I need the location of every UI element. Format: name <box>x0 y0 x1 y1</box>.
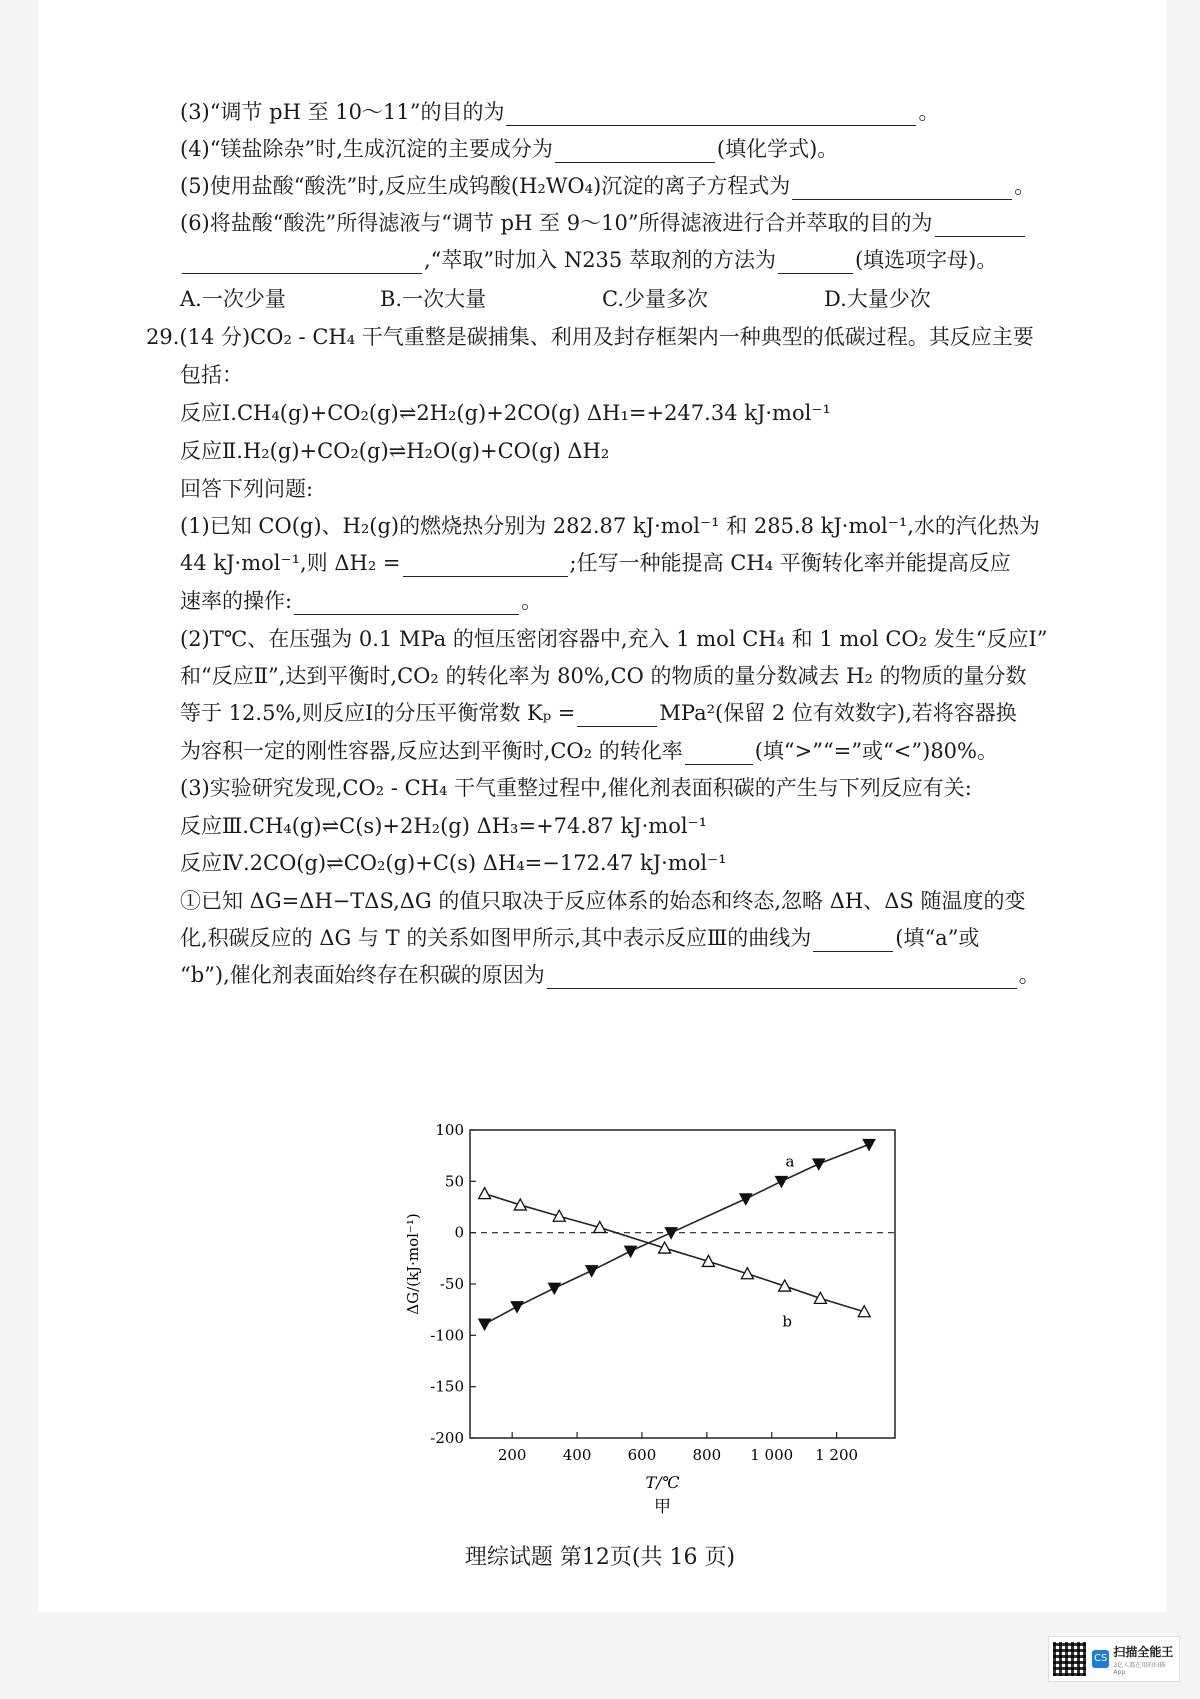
q28-part5-text: (5)使用盐酸“酸洗”时,反应生成钨酸(H₂WO₄)沉淀的离子方程式为 <box>180 174 791 198</box>
x-tick-label: 400 <box>562 1446 592 1464</box>
answer-blank[interactable] <box>182 251 422 274</box>
reaction-3: 反应Ⅲ.CH₄(g)⇌C(s)+2H₂(g) ΔH₃=+74.87 kJ·mol⁻¹ <box>180 814 708 838</box>
q28-part6-cont <box>180 246 997 274</box>
camscanner-watermark <box>1048 1636 1180 1682</box>
curve-prompt: 化,积碳反应的 ΔG 与 T 的关系如图甲所示,其中表示反应Ⅲ的曲线为 <box>180 926 812 950</box>
y-tick-label: 50 <box>444 1172 464 1191</box>
q29-part3-sub1-end <box>180 961 1040 989</box>
q28-part6-text: (6)将盐酸“酸洗”所得滤液与“调节 pH 至 9～10”所得滤液进行合并萃取的目的为 <box>180 211 933 235</box>
option-a: A.一次少量 <box>180 287 286 311</box>
option-c: C.少量多次 <box>602 287 708 311</box>
answer-blank[interactable] <box>555 140 715 163</box>
dh2-prompt: 44 kJ·mol⁻¹,则 ΔH₂ = <box>180 551 401 575</box>
x-tick-label: 200 <box>497 1446 527 1464</box>
q28-part4 <box>180 135 838 163</box>
answer-blank[interactable] <box>935 214 1025 237</box>
answer-blank[interactable] <box>403 554 568 577</box>
kp-unit: MPa²(保留 2 位有效数字),若将容器换 <box>659 701 1017 725</box>
period: 。 <box>918 100 940 124</box>
q28-options <box>180 285 931 313</box>
answer-blank[interactable] <box>778 251 853 274</box>
answer-blank[interactable] <box>294 592 519 615</box>
x-axis-label: T/℃ <box>645 1473 680 1492</box>
q28-part3-text: (3)“调节 pH 至 10～11”的目的为 <box>180 100 505 124</box>
q29-part1-end <box>180 587 542 615</box>
q28-part6 <box>180 209 1027 237</box>
y-tick-label: -150 <box>430 1377 464 1396</box>
period: 。 <box>1014 174 1036 198</box>
q29-part3-sub1-cont <box>180 924 979 952</box>
answer-blank[interactable] <box>813 929 893 952</box>
q29-ask: 回答下列问题: <box>180 477 314 501</box>
answer-blank[interactable] <box>792 177 1012 200</box>
chart-caption: 甲 <box>654 1497 671 1517</box>
page-footer: 理综试题 第12页(共 16 页) <box>464 1545 736 1570</box>
period: 。 <box>521 589 543 613</box>
reaction-1: 反应Ⅰ.CH₄(g)+CO₂(g)⇌2H₂(g)+2CO(g) ΔH₁=+247.34 kJ·mol⁻¹ <box>180 401 831 425</box>
reaction-2: 反应Ⅱ.H₂(g)+CO₂(g)⇌H₂O(g)+CO(g) ΔH₂ <box>180 439 610 463</box>
answer-blank[interactable] <box>506 103 916 126</box>
q29-part2-cont: 和“反应Ⅱ”,达到平衡时,CO₂ 的转化率为 80%,CO 的物质的量分数减去 H₂ 的物质的量分数 <box>180 664 1027 688</box>
y-tick-label: -50 <box>439 1275 464 1293</box>
option-d: D.大量少次 <box>824 287 931 311</box>
y-tick-label: 100 <box>435 1121 464 1139</box>
q28-part4-suffix: (填化学式)。 <box>716 137 839 161</box>
watermark-text <box>1113 1643 1175 1676</box>
rigid-suffix: (填“>”“=”或“<”)80%。 <box>754 739 998 763</box>
q28-part3 <box>180 98 939 126</box>
period: 。 <box>1018 963 1040 987</box>
q29-part2-rigid <box>180 737 998 765</box>
reaction-4: 反应Ⅳ.2CO(g)⇌CO₂(g)+C(s) ΔH₄=−172.47 kJ·mol⁻¹ <box>180 851 727 875</box>
q28-part4-text: (4)“镁盐除杂”时,生成沉淀的主要成分为 <box>180 137 553 161</box>
q28-part5 <box>180 172 1035 200</box>
camscanner-logo-icon: CS <box>1092 1650 1109 1668</box>
x-tick-label: 1 200 <box>815 1446 859 1464</box>
page-sheet <box>38 0 1166 1612</box>
q29-part1: (1)已知 CO(g)、H₂(g)的燃烧热分别为 282.87 kJ·mol⁻¹ 和 285.8 kJ·mol⁻¹,水的汽化热为 <box>180 514 1040 538</box>
y-tick-label: -100 <box>430 1326 464 1345</box>
q29-part3-sub1: ①已知 ΔG=ΔH−TΔS,ΔG 的值只取决于反应体系的始态和终态,忽略 ΔH、ΔS 随温度的变 <box>180 889 1026 913</box>
q29-part1-op-label: 速率的操作: <box>180 589 293 613</box>
option-b: B.一次大量 <box>380 287 487 311</box>
q29-part1-cont <box>180 549 1011 577</box>
x-tick-label: 1 000 <box>750 1446 794 1464</box>
y-axis-label: ΔG/(kJ·mol⁻¹) <box>404 1213 422 1315</box>
rigid-prompt: 为容积一定的刚性容器,反应达到平衡时,CO₂ 的转化率 <box>180 739 683 763</box>
curve-suffix: (填“a”或 <box>895 926 980 950</box>
q29-part2-kp <box>180 699 1017 727</box>
x-tick-label: 800 <box>692 1446 722 1464</box>
q29-part3: (3)实验研究发现,CO₂ - CH₄ 干气重整过程中,催化剂表面积碳的产生与下列反应有关: <box>180 776 972 800</box>
series-label-b: b <box>782 1312 792 1331</box>
q29-part2: (2)T℃、在压强为 0.1 MPa 的恒压密闭容器中,充入 1 mol CH₄ 和 1 mol CO₂ 发生“反应Ⅰ” <box>180 627 1048 651</box>
series-label-a: a <box>785 1152 795 1171</box>
watermark-subtitle: 3亿人都在用的扫描App <box>1113 1661 1166 1676</box>
kp-prompt: 等于 12.5%,则反应Ⅰ的分压平衡常数 Kₚ = <box>180 701 576 725</box>
answer-blank[interactable] <box>577 704 657 727</box>
y-tick-label: 0 <box>454 1223 464 1242</box>
q29-part1-ops: ;任写一种能提高 CH₄ 平衡转化率并能提高反应 <box>569 551 1011 575</box>
q29-intro: 29.(14 分)CO₂ - CH₄ 干气重整是碳捕集、利用及封存框架内一种典型的低碳过程。其反应主要 <box>146 325 1034 349</box>
y-tick-label: -200 <box>430 1429 464 1447</box>
q28-part6-suffix: (填选项字母)。 <box>854 248 998 272</box>
carbon-reason-prompt: “b”),催化剂表面始终存在积碳的原因为 <box>180 963 545 987</box>
answer-blank[interactable] <box>685 742 753 765</box>
x-tick-label: 600 <box>627 1446 657 1464</box>
q29-intro-cont: 包括： <box>180 363 243 387</box>
qr-code-icon <box>1053 1642 1086 1676</box>
answer-blank[interactable] <box>547 966 1017 989</box>
q28-part6-method: ,“萃取”时加入 N235 萃取剂的方法为 <box>424 248 776 272</box>
watermark-title: 扫描全能王 <box>1113 1644 1174 1659</box>
